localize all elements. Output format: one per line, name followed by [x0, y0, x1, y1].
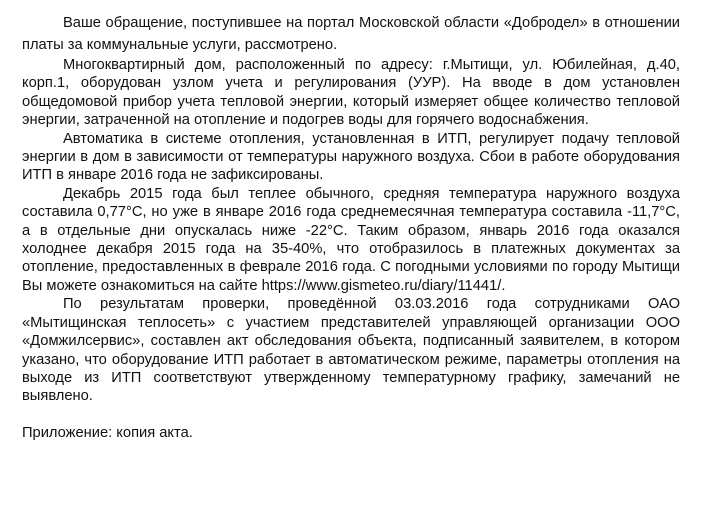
paragraph-spacer [22, 406, 680, 424]
letter-body [22, 12, 680, 442]
paragraph-building: Многоквартирный дом, расположенный по адресу: г.Мытищи, ул. Юбилейная, д.40, корп.1, оборудован узлом учета и регулирования (УУР). На вводе в дом установлен общедомовой прибор учета тепловой энергии, который измеряет общее количество тепловой энергии, затраченной на отопление и подогрев воды для горячего водоснабжения. [22, 57, 680, 129]
paragraph-intro: Ваше обращение, поступившее на портал Московской области «Добродел» в отношении платы за коммунальные услуги, рассмотрено. [22, 15, 680, 53]
paragraph-temperature: Декабрь 2015 года был теплее обычного, средняя температура наружного воздуха составила 0,77°С, но уже в январе 2016 года среднемесячная температура составила -11,7°С, а в отдельные дни опускалась ниже -22°С. Таким образом, январь 2016 года оказался холоднее декабря 2015 года на 35-40%, что отобразилось в платежных документах за отопление, предоставленных в феврале 2016 года. С погодными условиями по городу Мытищи Вы можете ознакомиться на сайте https://www.gismeteo.ru/diary/11441/. [22, 185, 680, 294]
appendix-note: Приложение: копия акта. [22, 424, 193, 441]
paragraph-automation: Автоматика в системе отопления, установленная в ИТП, регулирует подачу тепловой энергии в дом в зависимости от температуры наружного воздуха. Сбои в работе оборудования ИТП в январе 2016 года не зафиксированы. [22, 130, 680, 184]
paragraph-inspection: По результатам проверки, проведённой 03.03.2016 года сотрудниками ОАО «Мытищинская теплосеть» с участием представителей управляющей организации ООО «Домжилсервис», составлен акт обследования объекта, подписанный заявителем, в котором указано, что оборудование ИТП работает в автоматическом режиме, параметры отопления на выходе из ИТП соответствуют утвержденному температурному графику, замечаний не выявлено. [22, 296, 680, 405]
